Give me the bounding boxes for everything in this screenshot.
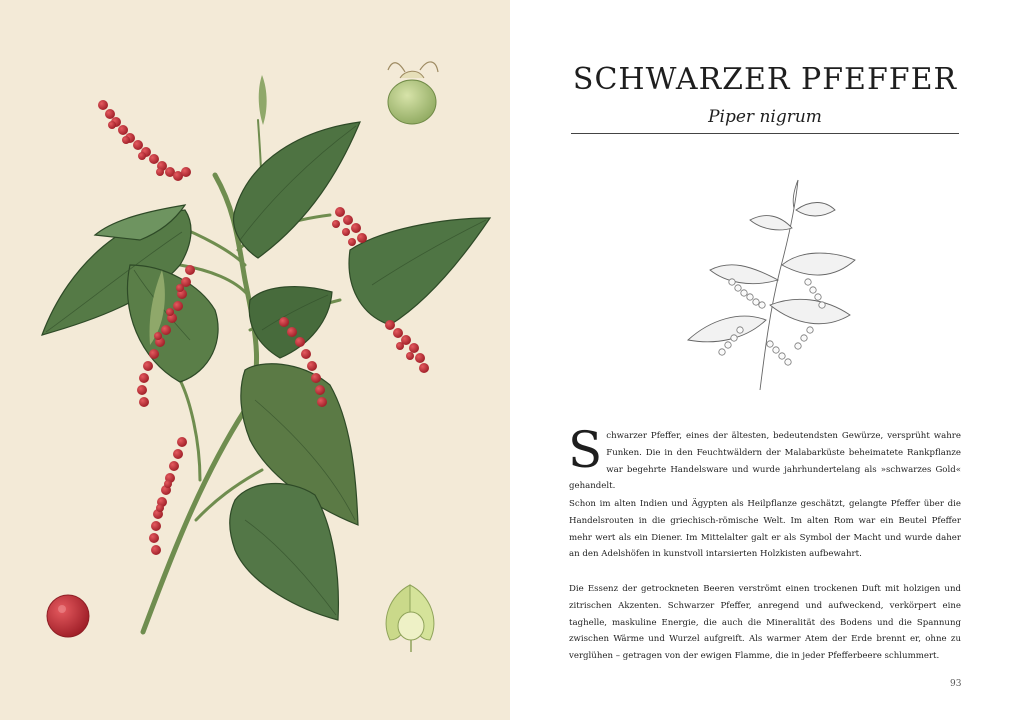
berry-cluster-right-upper: [332, 207, 367, 246]
page-subtitle: Piper nigrum: [708, 107, 822, 127]
leaf: [234, 122, 360, 258]
paragraph-intro-text: chwarzer Pfeffer, eines der ältesten, bedeutendsten Gewürze, versprüht wahre Funken. Die in den Feuchtwäldern der Malabarküste beheimatete Rankpflanze war begehrte Handelsware und wurde jahrhundertelang als »schwarzes Gold« gehandelt.: [569, 431, 961, 492]
flower-detail: [386, 585, 434, 652]
paragraph-essence: Die Essenz der getrockneten Beeren verströmt einen trockenen Duft mit holzigen und zitrischen Akzenten. Schwarzer Pfeffer, anregend und aufweckend, verkörpert eine taghelle, maskuline Energie, die auch die Mineralität des Bodens und die Spannung zwischen Wärme und Wurzel aufgreift. Als warmer Atem der Erde brennt er, ohne zu verglühen – getragen von der ewigen Flamme, die in jeder Pfefferbeere schlummert.: [569, 584, 961, 662]
title-divider: [571, 133, 959, 134]
fruit-detail: [388, 62, 438, 124]
leaf: [249, 287, 332, 358]
berry-cluster-top-left: [98, 100, 191, 181]
page-title: SCHWARZER PFEFFER: [572, 62, 958, 97]
page-number: 93: [950, 679, 962, 689]
leaf: [349, 218, 490, 325]
leaf: [127, 265, 218, 382]
paragraph-intro: [568, 421, 961, 495]
single-berry: [47, 595, 89, 637]
right-page: [510, 0, 1020, 720]
drop-cap: S: [568, 421, 603, 479]
paragraph-history: Schon im alten Indien und Ägypten als Heilpflanze geschätzt, gelangte Pfeffer über die Handelsrouten in die griechisch-römische Welt. Im alten Rom war ein Beutel Pfeffer mehr wert als ein Diener. Im Mittelalter galt er als Symbol der Macht und wurde daher an den Adelshöfen in kunstvoll intarsierten Holzkisten aufbewahrt.: [569, 499, 961, 560]
pepper-branch-sketch: [670, 170, 870, 400]
berry-cluster-right-lower: [385, 320, 429, 373]
